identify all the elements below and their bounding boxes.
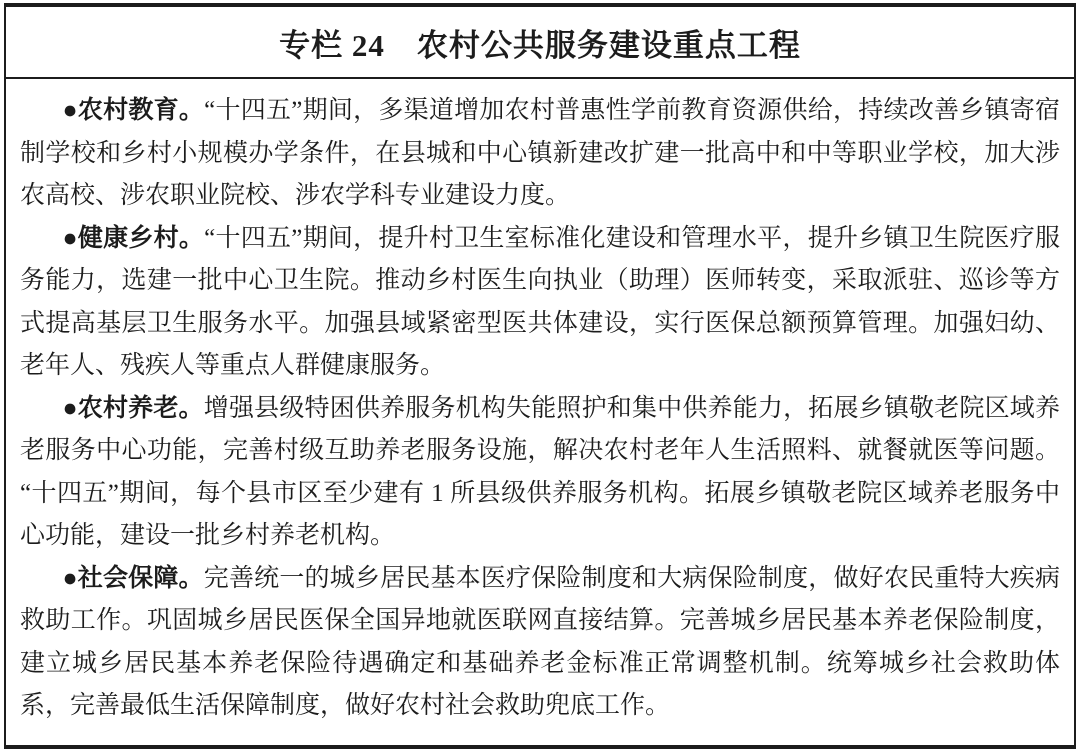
section-body-text: “十四五”期间，提升村卫生室标准化建设和管理水平，提升乡镇卫生院医疗服务能力，选建一批中心卫生院。推动乡村医生向执业（助理）医师转变，采取派驻、巡诊等方式提高基层卫生服务水平。加强县域紧密型医共体建设，实行医保总额预算管理。加强妇幼、老年人、残疾人等重点人群健康服务。	[20, 224, 1060, 379]
panel-title: 专栏 24 农村公共服务建设重点工程	[6, 7, 1074, 79]
section-body-text: 完善统一的城乡居民基本医疗保险制度和大病保险制度，做好农民重特大疾病救助工作。巩固城乡居民医保全国异地就医联网直接结算。完善城乡居民基本养老保险制度，建立城乡居民基本养老保险待遇确定和基础养老金标准正常调整机制。统筹城乡社会救助体系，完善最低生活保障制度，做好农村社会救助兜底工作。	[20, 564, 1060, 719]
section-body-text: “十四五”期间，多渠道增加农村普惠性学前教育资源供给，持续改善乡镇寄宿制学校和乡村小规模办学条件，在县城和中心镇新建改扩建一批高中和中等职业学校，加大涉农高校、涉农职业院校、涉农学科专业建设力度。	[20, 97, 1060, 209]
section-heading	[63, 225, 205, 252]
column-box-panel	[4, 3, 1076, 749]
bullet-icon: ●	[62, 564, 78, 592]
bullet-icon: ●	[62, 97, 78, 124]
section-body-text: 增强县级特困供养服务机构失能照护和集中供养能力，拓展乡镇敬老院区域养老服务中心功能，完善村级互助养老服务设施，解决农村老年人生活照料、就餐就医等问题。“十四五”期间，每个县市区至少建有 1 所县级供养服务机构。拓展乡镇敬老院区域养老服务中心功能，建设一批乡村养老机构。	[20, 394, 1060, 549]
section-heading-text: 农村教育。	[77, 97, 205, 124]
section-heading	[63, 97, 205, 124]
section-heading-text: 农村养老。	[77, 394, 204, 422]
section-social-security	[20, 558, 1060, 728]
section-heading-text: 健康乡村。	[77, 224, 205, 252]
section-rural-education	[20, 90, 1060, 218]
bullet-icon: ●	[62, 394, 78, 422]
section-heading	[63, 395, 204, 422]
section-healthy-village	[20, 218, 1060, 388]
panel-body	[6, 79, 1074, 728]
section-rural-elderly-care	[20, 388, 1060, 558]
section-heading	[63, 565, 204, 592]
section-heading-text: 社会保障。	[77, 564, 204, 592]
bullet-icon: ●	[62, 224, 78, 252]
